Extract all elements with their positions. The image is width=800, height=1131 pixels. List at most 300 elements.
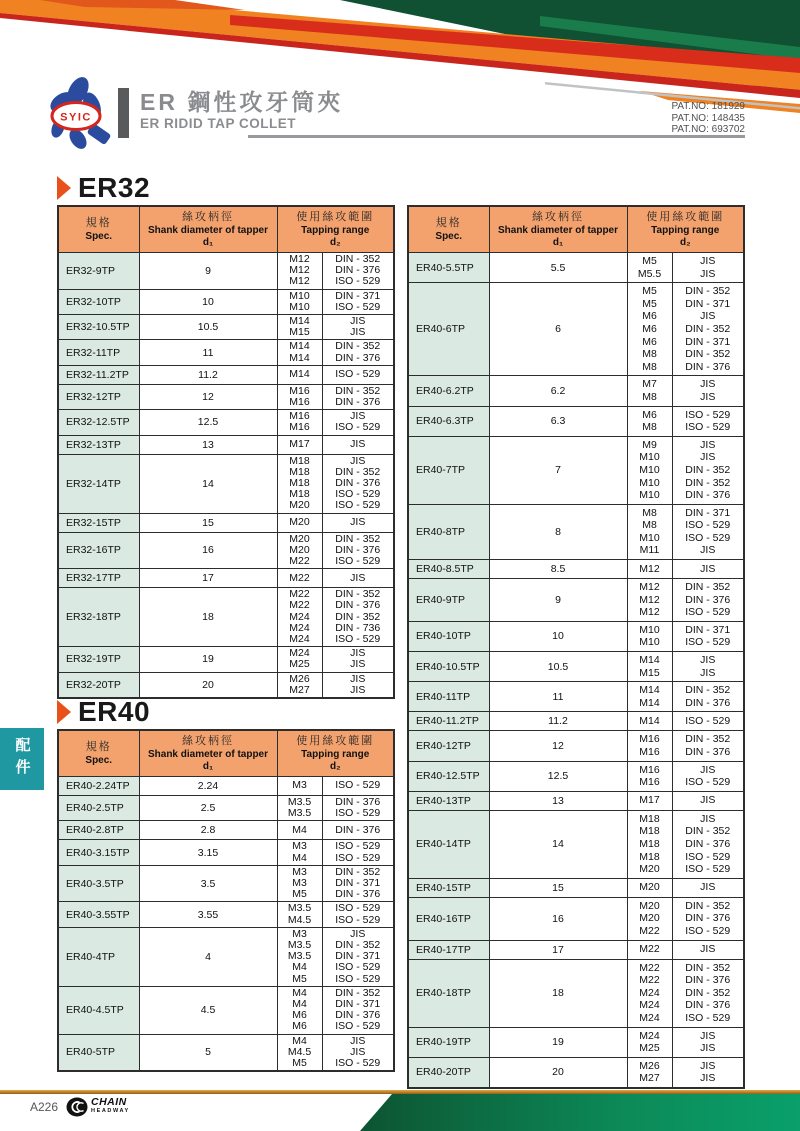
tap-standard: JIS <box>350 683 366 696</box>
title-accent-bar <box>118 88 129 138</box>
table-row <box>408 731 744 761</box>
tap-standard: DIN - 376 <box>335 264 381 277</box>
tap-size: M5 <box>642 297 657 310</box>
table-row <box>58 902 394 927</box>
tap-standard: ISO - 529 <box>685 519 731 532</box>
tap-standard-cell <box>322 365 394 384</box>
shank-header-sub: d₁ <box>202 237 214 248</box>
tap-size-cell <box>627 579 672 622</box>
spec-cell: ER40-15TP <box>408 878 489 897</box>
tap-size-cell <box>627 436 672 504</box>
spec-cell: ER40-2.8TP <box>58 821 139 840</box>
tap-standard: DIN - 352 <box>335 986 381 999</box>
table-row <box>408 1057 744 1088</box>
tap-size-cell <box>277 647 322 672</box>
tap-size-cell <box>277 796 322 821</box>
table-row <box>58 796 394 821</box>
tap-standard: JIS <box>350 516 366 529</box>
tap-size: M12 <box>289 264 310 277</box>
tap-size-cell <box>277 289 322 314</box>
spec-header <box>58 730 139 777</box>
tap-standard: DIN - 376 <box>335 396 381 409</box>
tap-size: M3 <box>292 840 307 853</box>
tap-standard: JIS <box>350 571 366 584</box>
tap-size: M27 <box>639 1072 660 1085</box>
tap-size-cell <box>627 504 672 559</box>
tap-standard: JIS <box>700 267 716 280</box>
chain-headway-emblem-icon <box>66 1097 88 1117</box>
tap-standard: DIN - 371 <box>335 950 381 963</box>
shank-diameter-cell: 10 <box>139 289 277 314</box>
tap-size-cell <box>627 897 672 940</box>
tap-standard: DIN - 371 <box>685 506 731 519</box>
tap-size: M8 <box>642 519 657 532</box>
tap-size: M5 <box>292 1057 307 1070</box>
tap-size: M14 <box>639 654 660 667</box>
tap-size: M5 <box>292 972 307 985</box>
table-row <box>58 1034 394 1071</box>
tap-size: M17 <box>289 438 310 451</box>
spec-cell: ER40-2.24TP <box>58 777 139 796</box>
tap-size: M8 <box>642 506 657 519</box>
table-row <box>58 840 394 865</box>
shank-diameter-cell: 14 <box>489 810 627 878</box>
spec-cell: ER40-3.5TP <box>58 865 139 902</box>
patent-line: PAT.NO: 148435 <box>671 112 745 124</box>
tap-standard-cell <box>322 532 394 569</box>
spec-cell: ER40-4.5TP <box>58 986 139 1034</box>
range-header-sub: d₂ <box>329 237 341 248</box>
shank-diameter-cell: 2.8 <box>139 821 277 840</box>
shank-diameter-cell: 20 <box>139 672 277 698</box>
tap-standard-cell <box>322 315 394 340</box>
table-row <box>58 410 394 435</box>
shank-diameter-cell: 8 <box>489 504 627 559</box>
tap-size: M8 <box>642 360 657 373</box>
tap-standard: DIN - 376 <box>685 999 731 1012</box>
tap-size: M20 <box>639 912 660 925</box>
shank-diameter-cell: 3.55 <box>139 902 277 927</box>
shank-diameter-cell: 19 <box>489 1027 627 1057</box>
spec-cell: ER40-9TP <box>408 579 489 622</box>
tap-size: M25 <box>289 658 310 671</box>
shank-header-sub: d₁ <box>202 761 214 772</box>
tap-size: M26 <box>639 1059 660 1072</box>
tap-size-cell <box>277 365 322 384</box>
tap-size: M22 <box>639 924 660 937</box>
shank-diameter-cell: 18 <box>489 959 627 1027</box>
tap-standard: JIS <box>700 1042 716 1055</box>
tap-size: M18 <box>289 477 310 490</box>
table-row <box>58 384 394 409</box>
tap-standard: ISO - 529 <box>335 368 381 381</box>
table-header-row <box>408 206 744 253</box>
tap-size: M18 <box>639 825 660 838</box>
tap-standard: JIS <box>350 672 366 685</box>
side-tab-accessories <box>0 728 44 790</box>
spec-cell: ER40-10TP <box>408 621 489 651</box>
tap-standard: DIN - 352 <box>335 253 381 265</box>
tap-size-cell <box>627 761 672 791</box>
shank-header-zh: 絲攻柄徑 <box>182 735 234 747</box>
tap-standard: DIN - 376 <box>685 837 731 850</box>
tap-standard: DIN - 371 <box>335 877 381 890</box>
table-row <box>58 927 394 986</box>
tap-standard-cell <box>672 621 744 651</box>
spec-cell: ER32-15TP <box>58 513 139 532</box>
tap-standard: DIN - 376 <box>685 746 731 758</box>
er32-table <box>57 205 395 699</box>
tap-standard: JIS <box>350 1034 366 1047</box>
page-title-en: ER RIDID TAP COLLET <box>140 116 297 131</box>
spec-cell: ER40-6TP <box>408 283 489 376</box>
tap-size: M10 <box>639 636 660 649</box>
tap-size: M10 <box>639 476 660 489</box>
title-divider <box>248 135 745 138</box>
spec-cell: ER40-10.5TP <box>408 652 489 682</box>
tap-standard: JIS <box>350 658 366 671</box>
table-row <box>58 777 394 796</box>
shank-header-en: Shank diameter of tapper <box>147 225 269 236</box>
tap-standard: ISO - 529 <box>685 1011 731 1024</box>
tap-size-cell <box>627 1057 672 1088</box>
tap-size: M20 <box>289 499 310 512</box>
tap-standard: DIN - 376 <box>335 823 381 836</box>
table-row <box>408 682 744 712</box>
spec-cell: ER32-10TP <box>58 289 139 314</box>
tap-size: M16 <box>639 746 660 758</box>
tap-size-cell <box>627 560 672 579</box>
tap-size: M22 <box>289 571 310 584</box>
spec-cell: ER32-12.5TP <box>58 410 139 435</box>
tap-standard-cell <box>322 672 394 698</box>
tap-size-cell <box>627 283 672 376</box>
spec-cell: ER40-14TP <box>408 810 489 878</box>
tap-standard: ISO - 529 <box>685 636 731 649</box>
tap-standard: JIS <box>700 1059 716 1072</box>
shank-diameter-cell: 7 <box>489 436 627 504</box>
spec-cell: ER32-11.2TP <box>58 365 139 384</box>
spec-header-zh: 規格 <box>435 217 462 229</box>
spec-header-en: Spec. <box>85 755 113 766</box>
tap-size: M4 <box>292 851 307 864</box>
spec-cell: ER40-3.55TP <box>58 902 139 927</box>
tap-size: M14 <box>639 715 660 728</box>
tap-size: M18 <box>289 465 310 478</box>
tap-size-cell <box>627 712 672 731</box>
shank-diameter-cell: 11 <box>489 682 627 712</box>
tap-size-cell <box>277 569 322 588</box>
range-header <box>277 730 394 777</box>
spec-cell: ER32-14TP <box>58 454 139 513</box>
table-row <box>408 810 744 878</box>
er40-table-left <box>57 729 395 1072</box>
range-header-zh: 使用絲攻範圍 <box>296 211 375 223</box>
table-row <box>408 253 744 283</box>
tap-size: M4 <box>292 823 307 836</box>
shank-diameter-cell: 6.2 <box>489 376 627 406</box>
tap-standard: DIN - 352 <box>335 340 381 353</box>
tap-size-cell <box>627 878 672 897</box>
tap-standard: DIN - 371 <box>335 998 381 1011</box>
spec-cell: ER32-11TP <box>58 340 139 365</box>
tap-size: M4 <box>292 986 307 999</box>
tap-standard-cell <box>672 761 744 791</box>
tap-standard: DIN - 376 <box>335 477 381 490</box>
shank-diameter-cell: 10 <box>489 621 627 651</box>
table-row <box>408 579 744 622</box>
tap-size-cell <box>627 791 672 810</box>
spec-header <box>58 206 139 253</box>
tap-standard: ISO - 529 <box>335 807 381 820</box>
tap-standard: DIN - 371 <box>685 335 731 348</box>
spec-cell: ER40-5.5TP <box>408 253 489 283</box>
spec-header-en: Spec. <box>435 231 463 242</box>
tap-standard: ISO - 529 <box>685 715 731 728</box>
tap-standard: JIS <box>700 654 716 667</box>
tap-size: M20 <box>639 881 660 894</box>
shank-diameter-cell: 12.5 <box>139 410 277 435</box>
shank-diameter-cell: 15 <box>489 878 627 897</box>
tap-standard: DIN - 376 <box>335 796 381 808</box>
tap-size: M24 <box>289 610 310 623</box>
tap-standard: ISO - 529 <box>335 421 381 434</box>
tap-standard: JIS <box>700 666 716 679</box>
table-row <box>408 761 744 791</box>
tap-size: M27 <box>289 683 310 696</box>
spec-header-zh: 規格 <box>85 741 112 753</box>
shank-diameter-cell: 2.24 <box>139 777 277 796</box>
chain-headway-logo <box>66 1097 130 1117</box>
shank-diameter-cell: 4 <box>139 927 277 986</box>
spec-header-en: Spec. <box>85 231 113 242</box>
tap-standard: ISO - 529 <box>685 924 731 937</box>
tap-standard: DIN - 352 <box>685 322 731 335</box>
shank-diameter-cell: 11 <box>139 340 277 365</box>
shank-diameter-cell: 5 <box>139 1034 277 1071</box>
range-header-en: Tapping range <box>651 225 720 236</box>
table-row <box>58 821 394 840</box>
tap-size: M3 <box>292 927 307 940</box>
tap-size: M10 <box>639 463 660 476</box>
tap-standard: JIS <box>350 647 366 660</box>
tap-size-cell <box>627 652 672 682</box>
shank-diameter-cell: 17 <box>139 569 277 588</box>
tap-size: M12 <box>639 562 660 575</box>
tap-size-cell <box>277 821 322 840</box>
tap-standard: JIS <box>350 454 366 467</box>
tap-standard: ISO - 529 <box>685 408 731 421</box>
shank-diameter-cell: 16 <box>489 897 627 940</box>
table-row <box>408 621 744 651</box>
tap-size: M16 <box>289 410 310 423</box>
tap-size: M16 <box>289 421 310 434</box>
tap-standard-cell <box>672 682 744 712</box>
tap-size: M18 <box>639 812 660 825</box>
tap-size: M6 <box>292 1009 307 1022</box>
tap-standard-cell <box>672 406 744 436</box>
section-header-er40 <box>57 696 150 728</box>
tap-standard: ISO - 529 <box>335 972 381 985</box>
tap-size: M12 <box>639 581 660 594</box>
spec-cell: ER32-17TP <box>58 569 139 588</box>
tap-size: M4 <box>292 998 307 1011</box>
tap-size-cell <box>277 454 322 513</box>
tap-standard: ISO - 529 <box>335 779 381 792</box>
tap-standard: JIS <box>700 378 716 391</box>
tap-standard: ISO - 529 <box>335 275 381 288</box>
tap-standard: ISO - 529 <box>335 851 381 864</box>
tap-size: M4 <box>292 961 307 974</box>
section-title: ER32 <box>78 172 151 203</box>
tap-size: M3 <box>292 779 307 792</box>
tap-standard-cell <box>672 652 744 682</box>
tap-standard: DIN - 376 <box>335 351 381 364</box>
spec-cell: ER40-20TP <box>408 1057 489 1088</box>
spec-cell: ER32-20TP <box>58 672 139 698</box>
tap-size: M14 <box>639 696 660 709</box>
tap-standard: DIN - 352 <box>685 476 731 489</box>
tap-size: M10 <box>289 300 310 313</box>
tap-standard-cell <box>672 560 744 579</box>
tap-standard-cell <box>672 940 744 959</box>
tap-size-cell <box>277 315 322 340</box>
tap-size: M24 <box>639 986 660 999</box>
tap-size-cell <box>277 588 322 647</box>
tap-standard: ISO - 529 <box>335 1020 381 1033</box>
tap-size: M10 <box>639 531 660 544</box>
tap-standard: ISO - 529 <box>335 840 381 853</box>
tap-size: M16 <box>289 396 310 409</box>
tap-size: M12 <box>639 606 660 619</box>
table-row <box>58 315 394 340</box>
tap-standard: DIN - 352 <box>685 348 731 361</box>
table-row <box>58 513 394 532</box>
tap-standard: JIS <box>700 794 716 807</box>
shank-diameter-cell: 12 <box>139 384 277 409</box>
tap-standard: DIN - 376 <box>685 360 731 373</box>
tap-standard: JIS <box>700 562 716 575</box>
syic-logo-text: SYIC <box>60 111 92 124</box>
shank-diameter-cell: 2.5 <box>139 796 277 821</box>
tap-standard-cell <box>672 436 744 504</box>
tap-size: M18 <box>639 837 660 850</box>
tap-size: M24 <box>639 1011 660 1024</box>
tap-standard-cell <box>322 588 394 647</box>
table-row <box>58 365 394 384</box>
tap-standard: ISO - 529 <box>335 902 381 915</box>
table-row <box>58 647 394 672</box>
tap-standard: ISO - 529 <box>685 606 731 619</box>
spec-header-zh: 規格 <box>85 217 112 229</box>
tap-standard: ISO - 529 <box>335 555 381 568</box>
tap-size: M3.5 <box>287 796 312 808</box>
tap-standard: ISO - 529 <box>685 850 731 863</box>
tap-standard-cell <box>322 647 394 672</box>
tap-size: M22 <box>639 943 660 956</box>
tap-size: M20 <box>639 899 660 912</box>
tap-standard: DIN - 352 <box>685 961 731 974</box>
patent-line: PAT.NO: 693702 <box>671 124 745 135</box>
tap-standard-cell <box>322 902 394 927</box>
range-header-en: Tapping range <box>301 225 370 236</box>
tap-size: M8 <box>642 390 657 403</box>
tap-standard: DIN - 376 <box>335 1009 381 1022</box>
tap-size-cell <box>277 532 322 569</box>
tap-size: M10 <box>289 289 310 302</box>
tap-standard: ISO - 529 <box>335 913 381 926</box>
spec-cell: ER32-16TP <box>58 532 139 569</box>
spec-cell: ER40-17TP <box>408 940 489 959</box>
shank-diameter-cell: 12.5 <box>489 761 627 791</box>
tap-size: M20 <box>289 532 310 545</box>
tap-size-cell <box>277 840 322 865</box>
tap-size: M22 <box>289 588 310 601</box>
tap-size: M18 <box>289 488 310 501</box>
shank-diameter-cell: 11.2 <box>489 712 627 731</box>
tap-size: M18 <box>289 454 310 467</box>
tap-size: M6 <box>292 1020 307 1033</box>
tap-standard: JIS <box>350 438 366 451</box>
footer-green-band <box>360 1094 800 1131</box>
tap-standard: DIN - 376 <box>335 599 381 612</box>
tap-standard: JIS <box>700 255 716 267</box>
shank-header <box>489 206 627 253</box>
tap-size: M16 <box>289 384 310 397</box>
section-arrow-icon <box>57 700 71 724</box>
tap-standard-cell <box>322 569 394 588</box>
tap-size-cell <box>627 682 672 712</box>
tap-size: M8 <box>642 348 657 361</box>
tap-standard: DIN - 352 <box>685 825 731 838</box>
table-row <box>58 865 394 902</box>
tap-standard-cell <box>322 796 394 821</box>
tap-standard: JIS <box>700 881 716 894</box>
spec-cell: ER32-10.5TP <box>58 315 139 340</box>
spec-cell: ER40-11TP <box>408 682 489 712</box>
tap-standard: DIN - 352 <box>685 463 731 476</box>
tap-size: M5 <box>292 888 307 901</box>
tap-standard-cell <box>322 865 394 902</box>
table-row <box>408 283 744 376</box>
tap-size: M14 <box>289 368 310 381</box>
range-header <box>277 206 394 253</box>
shank-diameter-cell: 15 <box>139 513 277 532</box>
table-row <box>58 289 394 314</box>
tap-size: M11 <box>639 544 660 557</box>
tap-standard-cell <box>322 986 394 1034</box>
tap-standard: DIN - 376 <box>685 696 731 709</box>
patent-line: PAT.NO: 181929 <box>671 101 745 112</box>
table-header-row <box>58 730 394 777</box>
brand-name-line1: CHAIN <box>91 1096 127 1108</box>
tap-size: M22 <box>289 599 310 612</box>
tap-size-cell <box>277 777 322 796</box>
spec-cell: ER40-2.5TP <box>58 796 139 821</box>
table-row <box>408 940 744 959</box>
tap-size: M6 <box>642 408 657 421</box>
shank-diameter-cell: 3.5 <box>139 865 277 902</box>
tap-size: M22 <box>639 961 660 974</box>
shank-diameter-cell: 20 <box>489 1057 627 1088</box>
shank-header-zh: 絲攻柄徑 <box>532 211 584 223</box>
shank-diameter-cell: 12 <box>489 731 627 761</box>
tap-standard: JIS <box>350 315 366 328</box>
tap-standard-cell <box>672 878 744 897</box>
tap-size: M16 <box>639 733 660 746</box>
tap-standard-cell <box>672 283 744 376</box>
tap-standard-cell <box>672 1057 744 1088</box>
